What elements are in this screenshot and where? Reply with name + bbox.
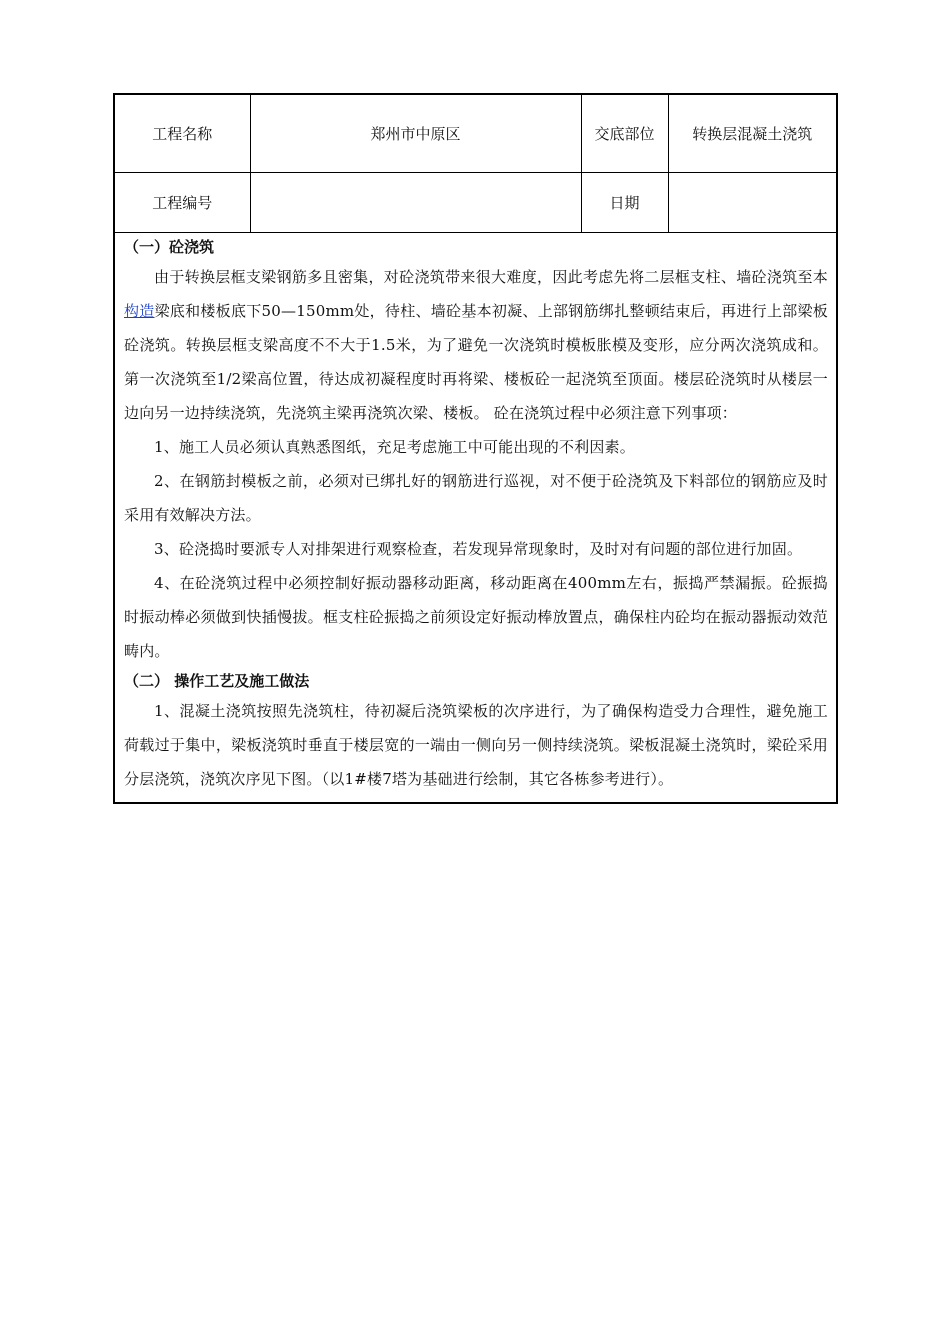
section-2-item-1: 1、混凝土浇筑按照先浇筑柱，待初凝后浇筑梁板的次序进行，为了确保构造受力合理性，避免施工荷载过于集中，梁板浇筑时垂直于楼层宽的一端由一侧向另一侧持续浇筑。梁板混凝土浇筑时，梁砼采用分层浇筑，浇筑次序见下图。（以1#楼7塔为基础进行绘制，其它各栋参考进行）。	[124, 702, 828, 788]
disclosure-sheet	[113, 93, 838, 804]
section-1-heading: （一）砼浇筑	[124, 238, 215, 256]
project-number-label: 工程编号	[115, 173, 250, 233]
header-table	[115, 95, 836, 233]
location-label: 交底部位	[581, 95, 668, 173]
date-label: 日期	[581, 173, 668, 233]
section-1-item-1: 1、施工人员必须认真熟悉图纸，充足考虑施工中可能出现的不利因素。	[154, 438, 635, 456]
header-row-2	[115, 173, 836, 233]
content-body	[115, 233, 836, 802]
project-number-value	[250, 173, 581, 233]
section-1-intro	[124, 260, 828, 430]
section-1-intro-text-b: 梁底和楼板底下50—150mm处，待柱、墙砼基本初凝、上部钢筋绑扎整顿结束后，再进行上部梁板砼浇筑。转换层框支梁高度不不大于1.5米，为了避免一次浇筑时模板胀模及变形，应分两次浇筑成和。第一次浇筑至1/2梁高位置，待达成初凝程度时再将梁、楼板砼一起浇筑至顶面。楼层砼浇筑时从楼层一边向另一边持续浇筑，先浇筑主梁再浇筑次梁、楼板。 砼在浇筑过程中必须注意下列事项：	[124, 302, 828, 422]
project-name-value: 郑州市中原区	[250, 95, 581, 173]
location-value: 转换层混凝土浇筑	[668, 95, 836, 173]
section-2-heading: （二） 操作工艺及施工做法	[124, 672, 310, 690]
date-value	[668, 173, 836, 233]
section-1-item-4: 4、在砼浇筑过程中必须控制好振动器移动距离，移动距离在400mm左右，振捣严禁漏振。砼振捣时振动棒必须做到快插慢拔。框支柱砼振捣之前须设定好振动棒放置点，确保柱内砼均在振动器振动效范畴内。	[124, 574, 828, 660]
section-1-item-2: 2、在钢筋封模板之前，必须对已绑扎好的钢筋进行巡视，对不便于砼浇筑及下料部位的钢筋应及时采用有效解决方法。	[124, 472, 828, 524]
header-row-1	[115, 95, 836, 173]
section-1-item-3: 3、砼浇捣时要派专人对排架进行观察检查，若发现异常现象时，及时对有问题的部位进行加固。	[154, 540, 803, 558]
project-name-label: 工程名称	[115, 95, 250, 173]
section-1-intro-text-a: 由于转换层框支梁钢筋多且密集，对砼浇筑带来很大难度，因此考虑先将二层框支柱、墙砼浇筑至本	[154, 268, 828, 286]
construction-link[interactable]: 构造	[124, 302, 155, 320]
